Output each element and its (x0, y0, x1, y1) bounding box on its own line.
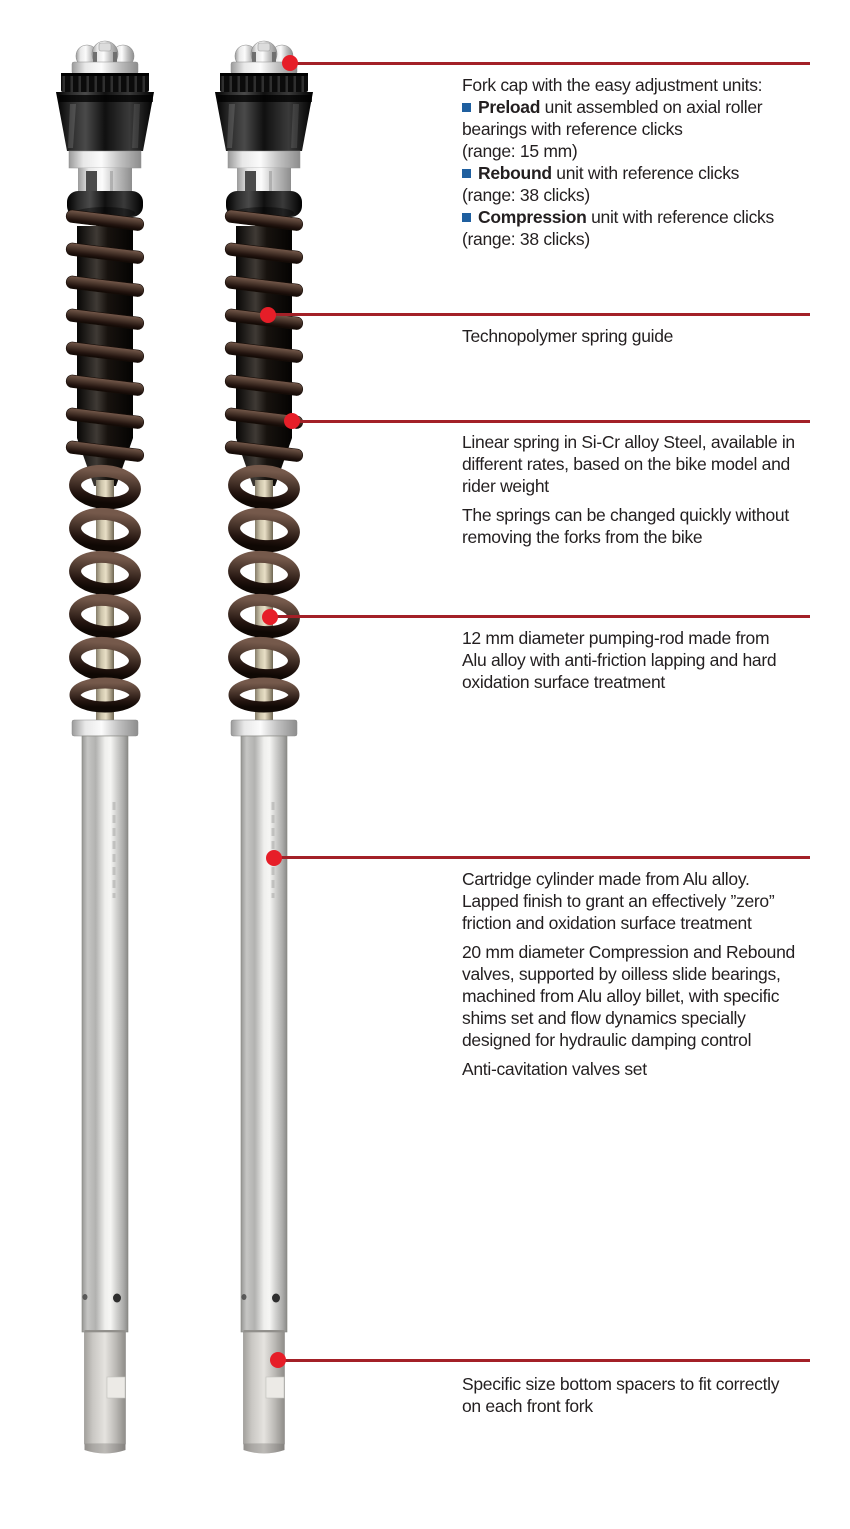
annotation-line (462, 868, 822, 890)
annotation-text: Specific size bottom spacers to fit correctly (462, 1374, 780, 1394)
annotation-line (462, 431, 822, 453)
annotation-text: Alu alloy with anti-friction lapping and hard (462, 650, 777, 670)
callout-line-spring-guide (268, 313, 810, 316)
fork-cartridge-left-image (50, 40, 160, 1465)
annotation-text: The springs can be changed quickly without (462, 505, 789, 525)
annotation-line (462, 985, 822, 1007)
annotation-line (462, 325, 822, 347)
annotation-text: machined from Alu alloy billet, with specific (462, 986, 780, 1006)
annotation-line (462, 74, 822, 96)
annotation-line (462, 1373, 822, 1395)
annotation-block-spring-guide (462, 325, 822, 347)
annotation-block-bottom-spacers (462, 1373, 822, 1417)
annotation-line (462, 1029, 822, 1051)
annotation-text: (range: 15 mm) (462, 141, 578, 161)
annotation-line (462, 453, 822, 475)
annotation-text: removing the forks from the bike (462, 527, 703, 547)
annotation-line (462, 206, 822, 228)
annotation-text: unit with reference clicks (586, 207, 774, 227)
annotation-line (462, 912, 822, 934)
callout-line-bottom-spacers (278, 1359, 810, 1362)
annotation-line (462, 941, 822, 963)
callout-line-fork-cap (290, 62, 810, 65)
annotation-text: Cartridge cylinder made from Alu alloy. (462, 869, 750, 889)
callout-dot-icon (282, 55, 298, 71)
annotation-line (462, 1395, 822, 1417)
annotation-text: unit assembled on axial roller (540, 97, 763, 117)
annotation-line (462, 627, 822, 649)
annotation-block-cartridge-cylinder (462, 868, 822, 1080)
annotation-bold: Preload (478, 97, 541, 117)
annotation-text: (range: 38 clicks) (462, 185, 590, 205)
annotation-block-fork-cap (462, 74, 822, 250)
annotation-line (462, 140, 822, 162)
bullet-square-icon (462, 213, 471, 222)
annotation-line (462, 504, 822, 526)
annotation-line (462, 475, 822, 497)
callout-dot-icon (270, 1352, 286, 1368)
annotation-bold: Rebound (478, 163, 552, 183)
annotation-text: Linear spring in Si-Cr alloy Steel, available in (462, 432, 795, 452)
annotation-line (462, 96, 822, 118)
annotation-block-linear-spring (462, 431, 822, 548)
annotation-text: Technopolymer spring guide (462, 326, 674, 346)
annotation-line (462, 118, 822, 140)
annotation-line (462, 671, 822, 693)
callout-dot-icon (284, 413, 300, 429)
annotation-block-pumping-rod (462, 627, 822, 693)
callout-line-pumping-rod (270, 615, 810, 618)
annotation-text: Anti-cavitation valves set (462, 1059, 647, 1079)
annotation-line (462, 649, 822, 671)
callout-line-linear-spring (292, 420, 810, 423)
annotation-line (462, 1007, 822, 1029)
annotation-text: rider weight (462, 476, 549, 496)
annotation-text: oxidation surface treatment (462, 672, 665, 692)
annotation-text: shims set and flow dynamics specially (462, 1008, 746, 1028)
bullet-square-icon (462, 169, 471, 178)
annotation-line (462, 963, 822, 985)
annotation-line (462, 890, 822, 912)
annotation-bold: Compression (478, 207, 587, 227)
annotation-text: different rates, based on the bike model and (462, 454, 790, 474)
annotation-text: designed for hydraulic damping control (462, 1030, 752, 1050)
callout-dot-icon (266, 850, 282, 866)
annotation-text: 12 mm diameter pumping-rod made from (462, 628, 770, 648)
annotation-text: unit with reference clicks (551, 163, 740, 183)
annotation-text: bearings with reference clicks (462, 119, 683, 139)
annotation-text: valves, supported by oilless slide bearings, (462, 964, 781, 984)
annotation-text: 20 mm diameter Compression and Rebound (462, 942, 795, 962)
annotation-line (462, 1058, 822, 1080)
annotation-line (462, 184, 822, 206)
annotation-text: friction and oxidation surface treatment (462, 913, 752, 933)
annotation-line (462, 162, 822, 184)
callout-dot-icon (262, 609, 278, 625)
callout-dot-icon (260, 307, 276, 323)
fork-cartridge-right-image (209, 40, 319, 1465)
annotation-text: on each front fork (462, 1396, 593, 1416)
annotation-text: (range: 38 clicks) (462, 229, 590, 249)
annotation-text: Lapped finish to grant an effectively ”zero” (462, 891, 775, 911)
annotation-text: Fork cap with the easy adjustment units: (462, 75, 763, 95)
annotation-line (462, 526, 822, 548)
callout-line-cartridge-cylinder (274, 856, 810, 859)
bullet-square-icon (462, 103, 471, 112)
annotation-line (462, 228, 822, 250)
